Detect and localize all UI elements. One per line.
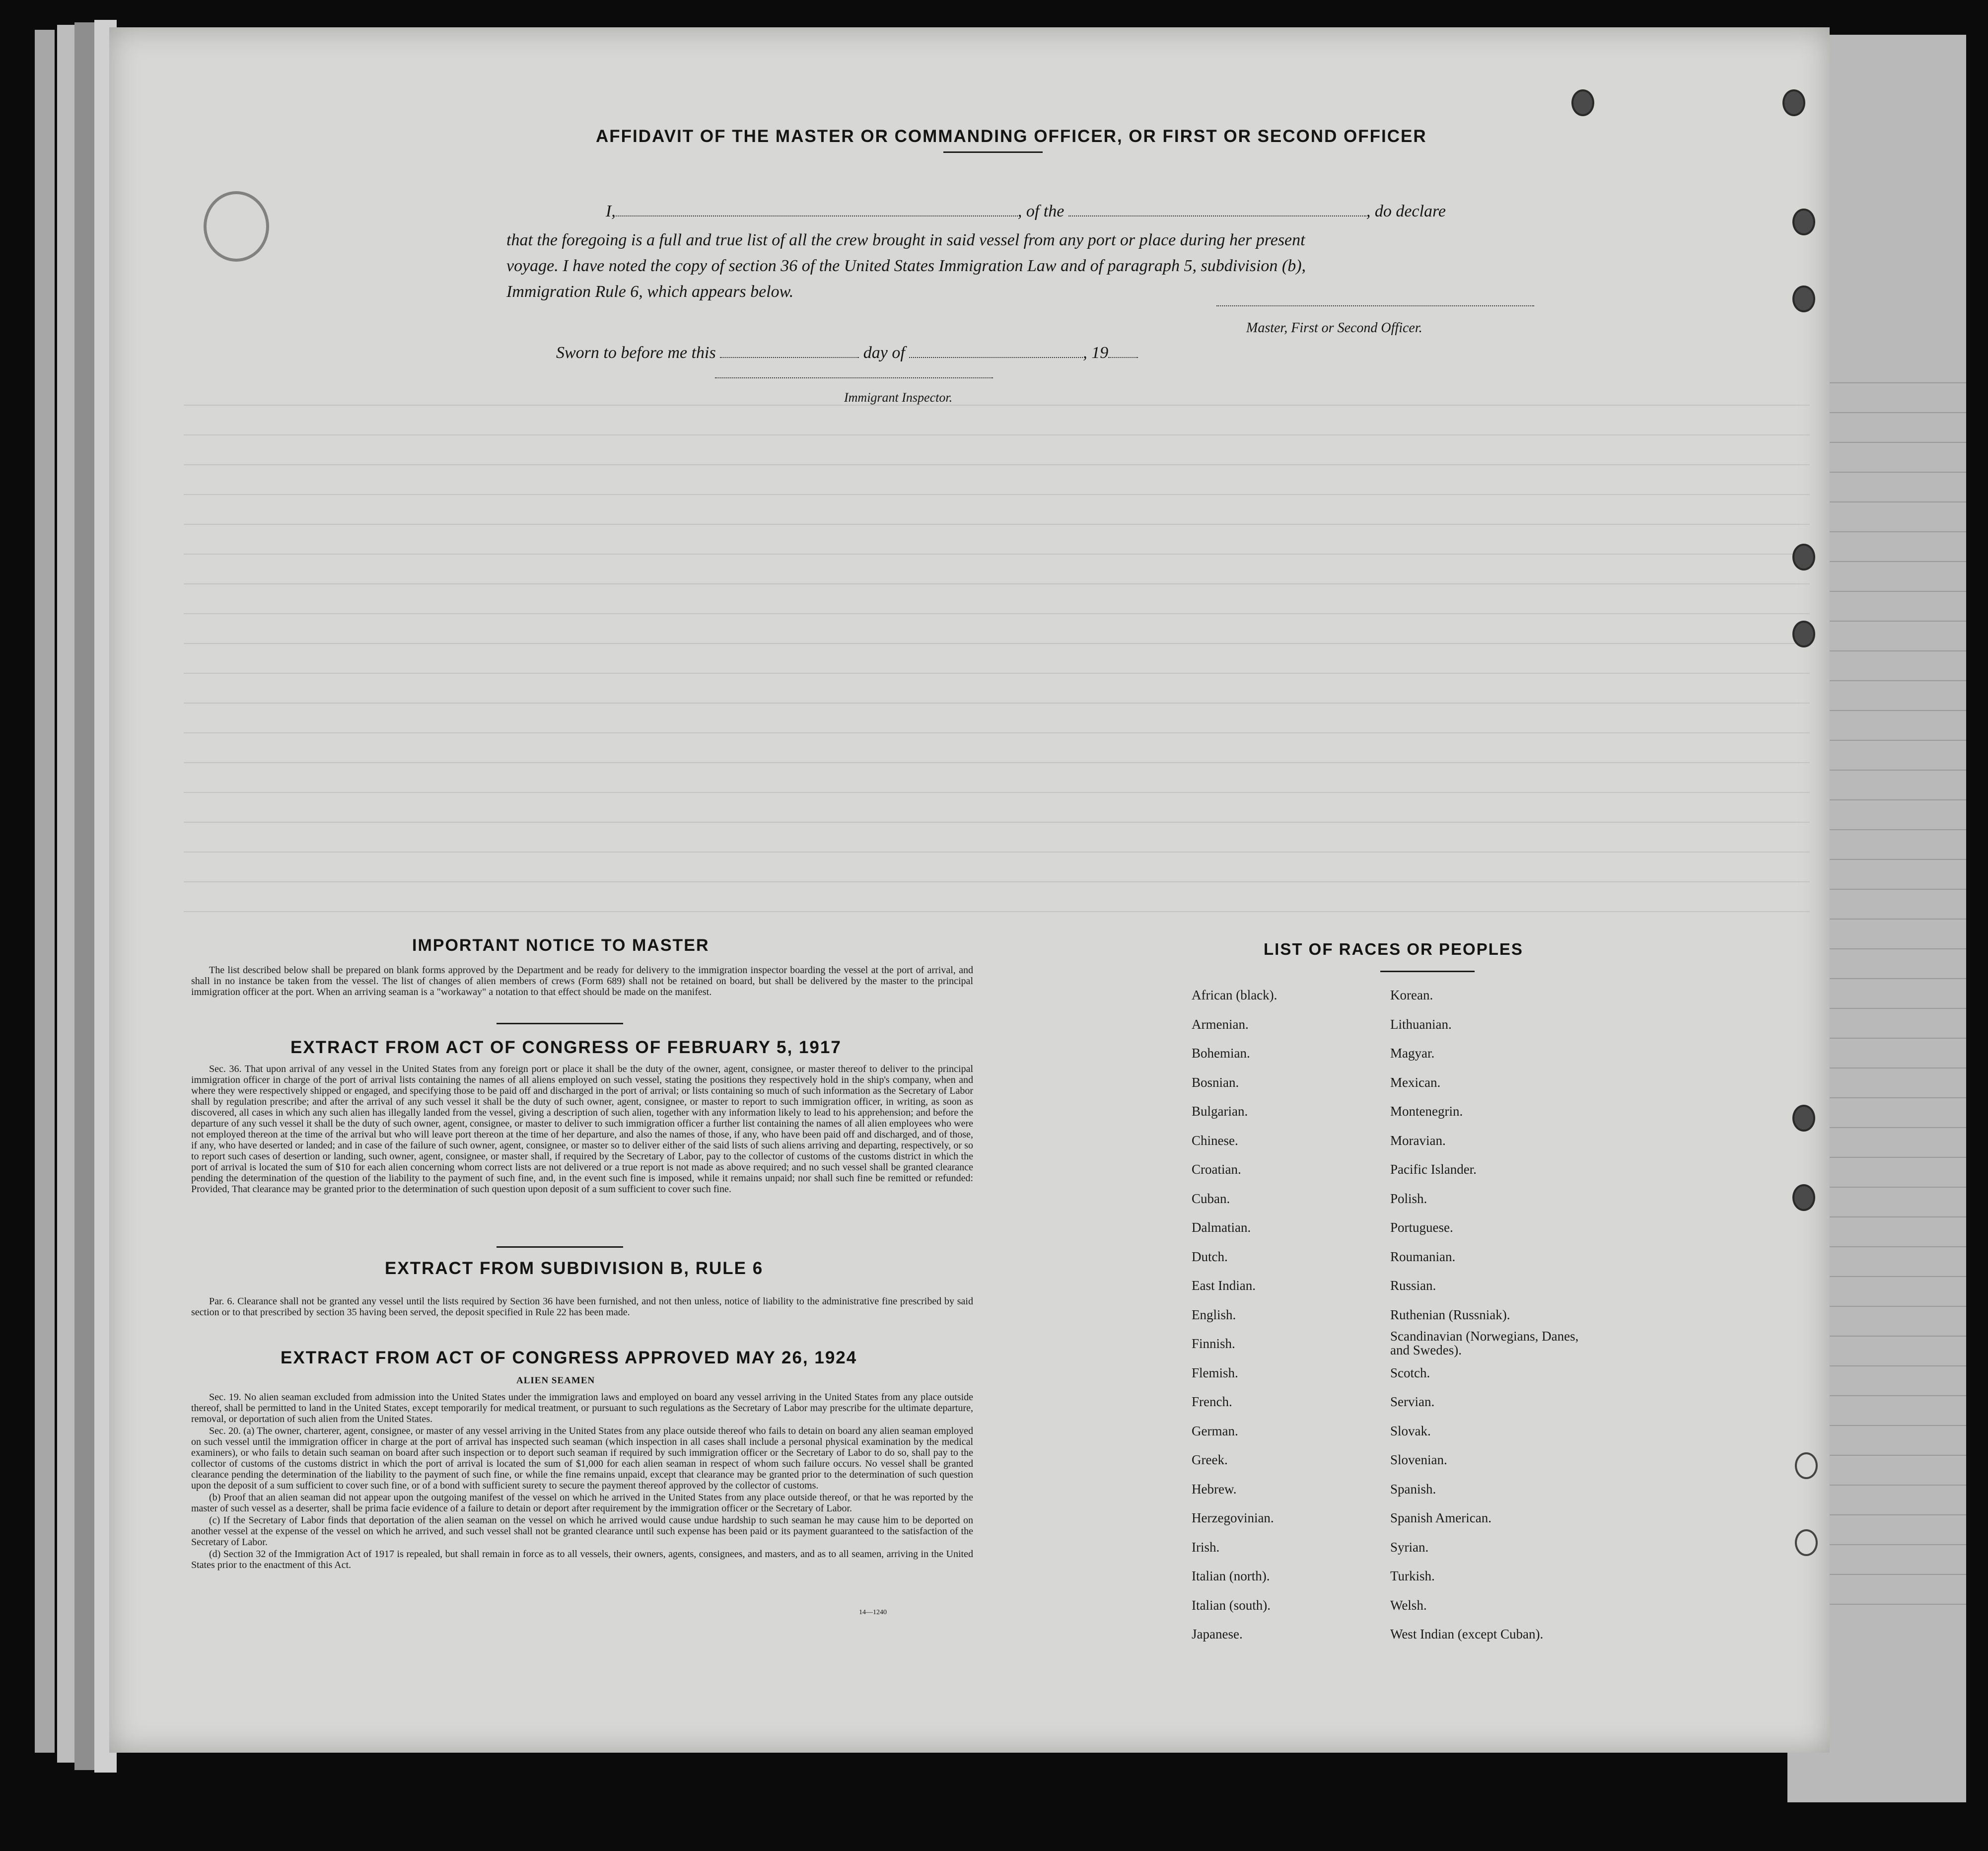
- race-item: Montenegrin.: [1390, 1104, 1463, 1119]
- sworn-line: [556, 340, 1138, 366]
- sworn-day-field[interactable]: [720, 357, 859, 358]
- declaration-line-3: voyage. I have noted the copy of section 36 of the United States Immigration Law and of paragraph 5, subdivision (b),: [506, 257, 1306, 275]
- page-edge: [74, 22, 94, 1770]
- race-item: Dutch.: [1192, 1249, 1228, 1264]
- page-edge: [57, 25, 74, 1763]
- notice-text: [191, 965, 973, 998]
- extract-1924-paragraph: (c) If the Secretary of Labor finds that deportation of the alien seaman on the vessel on which he arrived would cause undue hardship to such seaman he may cause him to be deported on another vessel at the expense of the vessel on which he arrived, and such vessel shall not be granted clearance until such expense has been paid or its payment guaranteed to the satisfaction of the Secretary of Labor.: [191, 1515, 973, 1548]
- divider: [497, 1023, 623, 1024]
- declaration-of: , of the: [1017, 202, 1065, 220]
- extract-rule6-title: EXTRACT FROM SUBDIVISION B, RULE 6: [385, 1259, 764, 1278]
- races-list-right: [1390, 981, 1599, 1649]
- extract-rule6-paragraph: Par. 6. Clearance shall not be granted any vessel until the lists required by Section 36 have been furnished, and not then unless, notice of liability to the administrative fine prescribed by said section or to that prescribed by section 35 having been served, the deposit specified in Rule 22 has been made.: [191, 1296, 973, 1318]
- race-item: East Indian.: [1192, 1278, 1256, 1293]
- declaration-declare: , do declare: [1366, 202, 1446, 220]
- race-item: Spanish American.: [1390, 1510, 1491, 1525]
- race-item: Ruthenian (Russniak).: [1390, 1307, 1510, 1322]
- race-item: Syrian.: [1390, 1539, 1429, 1555]
- sworn-year-label: , 19: [1083, 344, 1109, 362]
- extract-1917-title: EXTRACT FROM ACT OF CONGRESS OF FEBRUARY 5, 1917: [290, 1038, 842, 1057]
- race-item: Magyar.: [1390, 1046, 1435, 1061]
- race-item: Bosnian.: [1192, 1074, 1239, 1090]
- race-item: Lithuanian.: [1390, 1016, 1452, 1032]
- binder-hole: [1792, 1105, 1815, 1132]
- inspector-label: Immigrant Inspector.: [844, 390, 953, 405]
- declaration-line: [606, 199, 1599, 224]
- race-item: Servian.: [1390, 1394, 1435, 1409]
- race-item: Scotch.: [1390, 1365, 1430, 1380]
- race-item: Bohemian.: [1192, 1046, 1250, 1061]
- race-item: African (black).: [1192, 988, 1278, 1002]
- sworn-month-field[interactable]: [909, 357, 1083, 358]
- extract-1917-paragraph: Sec. 36. That upon arrival of any vessel in the United States from any foreign port or place it shall be the duty of the owner, agent, consignee, or master thereof to deliver to the principal immigration officer in charge of the port of arrival lists containing the names of all aliens employed on such vessel, stating the positions they respectively hold in the ship's company, when and where they were respectively shipped or engaged, and specifying those to be paid off and discharged in the port of arrival; or lists containing so much of such information as the Secretary of Labor shall by regulation prescribe; and after the arrival of any such vessel it shall be the duty of such owner, agent, consignee, or master to report to such immigration officer, in writing, as soon as discovered, all cases in which any such alien has illegally landed from the vessel, giving a description of such alien, together with any information likely to lead to his apprehension; and before the departure of any such vessel it shall be the duty of such owner, agent, consignee, or master to deliver to such immigration officer a further list containing the names of all alien employees who were not employed thereon at the time of the arrival but who will leave port thereon at the time of her departure, and also the names of those, if any, who have been paid off and discharged, and of those, if any, who have deserted or landed; and in case of the failure of such owner, agent, consignee, or master so to deliver either of the said lists of such aliens arriving and departing, respectively, or so to report such cases of desertion or landing, such owner, agent, consignee, or master shall, if required by the Secretary of Labor, pay to the collector of customs of the customs district in which the port of arrival is located the sum of $10 for each alien concerning whom correct lists are not delivered or a true report is not made as above required; and no such vessel shall be granted clearance pending the determination of the question of the liability to the payment of such fine, and, in the event such fine is imposed, while it remains unpaid; nor shall such fine be remitted or refunded: Provided, That clearance may be granted prior to the determination of such question upon deposit of a sum sufficient to cover such fine.: [191, 1064, 973, 1195]
- extract-1917-text: [191, 1064, 973, 1196]
- race-item: Croatian.: [1192, 1162, 1241, 1177]
- sworn-day-label: day of: [863, 344, 905, 362]
- declaration-i: I,: [606, 202, 616, 220]
- race-item: Finnish.: [1192, 1336, 1235, 1351]
- divider: [1380, 971, 1475, 972]
- manifest-page: [109, 27, 1830, 1753]
- extract-1924-paragraph: Sec. 19. No alien seaman excluded from admission into the United States under the immigration laws and employed on board any vessel arriving in the United States from any place outside thereof, shall be permitted to land in the United States, except temporarily for medical treatment, or pursuant to such regulations as the Secretary of Labor may prescribe for the ultimate departure, removal, or deportation of such alien from the United States.: [191, 1392, 973, 1424]
- race-item: Bulgarian.: [1192, 1104, 1248, 1119]
- race-item: Polish.: [1390, 1191, 1427, 1206]
- binder-hole: [1571, 89, 1594, 116]
- race-item: Spanish.: [1390, 1481, 1436, 1496]
- extract-rule6-text: [191, 1296, 973, 1319]
- race-item: Armenian.: [1192, 1016, 1249, 1032]
- extract-1924-paragraph: (d) Section 32 of the Immigration Act of 1917 is repealed, but shall remain in force as to all vessels, their owners, agents, consignees, and masters, and as to all seamen, arriving in the United States prior to the enactment of this Act.: [191, 1549, 973, 1570]
- stamp-mark: [204, 191, 269, 262]
- race-item: English.: [1192, 1307, 1236, 1322]
- extract-1924-title: EXTRACT FROM ACT OF CONGRESS APPROVED MAY 26, 1924: [281, 1348, 857, 1367]
- binder-hole: [1792, 285, 1815, 312]
- inspector-signature-field[interactable]: [715, 377, 993, 378]
- sworn-prefix: Sworn to before me this: [556, 344, 716, 362]
- binder-hole: [1792, 621, 1815, 647]
- race-item: French.: [1192, 1394, 1232, 1409]
- race-item: Italian (north).: [1192, 1568, 1270, 1583]
- race-item: Mexican.: [1390, 1074, 1441, 1090]
- extract-1924-text: [191, 1392, 973, 1571]
- binder-hole: [1792, 544, 1815, 570]
- race-item: Roumanian.: [1390, 1249, 1456, 1264]
- race-item: Welsh.: [1390, 1597, 1427, 1613]
- binder-hole: [1782, 89, 1805, 116]
- races-list-left: [1192, 981, 1277, 1649]
- race-item: Slovak.: [1390, 1423, 1431, 1438]
- races-title: LIST OF RACES OR PEOPLES: [1264, 940, 1523, 958]
- declaration-line-4: Immigration Rule 6, which appears below.: [506, 283, 794, 301]
- race-item: Portuguese.: [1390, 1220, 1453, 1235]
- sworn-year-field[interactable]: [1108, 357, 1138, 358]
- binder-hole: [1795, 1452, 1818, 1479]
- race-item: Chinese.: [1192, 1133, 1238, 1148]
- race-item: Scandinavian (Norwegians, Danes, and Swedes).: [1390, 1329, 1579, 1357]
- race-item: Hebrew.: [1192, 1481, 1237, 1496]
- master-signature-field[interactable]: [1216, 305, 1534, 306]
- race-item: Korean.: [1390, 988, 1433, 1002]
- extract-1924-paragraph: Sec. 20. (a) The owner, charterer, agent, consignee, or master of any vessel arriving in the United States from any place outside thereof who fails to detain on board any alien seaman employed on such vessel until the immigration officer in charge at the port of arrival has inspected such seaman (which inspection in all cases shall include a personal physical examination by the medical examiners), or who fails to detain such seaman on board after such inspection or to deport such seaman if required by such immigration officer or the Secretary of Labor to do so, shall pay to the collector of customs of the customs district in which the port of arrival is located the sum of $1,000 for each alien seaman in respect of whom such failure occurs. No vessel shall be granted clearance pending the determination of the liability to the payment of such fine, or while the fine remains unpaid, except that clearance may be granted prior to the determination of such question upon the deposit of a sum sufficient to cover such fine, or of a bond with sufficient surety to secure the payment thereof approved by the collector of customs.: [191, 1425, 973, 1491]
- race-item: Japanese.: [1192, 1627, 1243, 1641]
- race-item: Herzegovinian.: [1192, 1510, 1274, 1525]
- binder-hole: [1792, 209, 1815, 235]
- race-item: Dalmatian.: [1192, 1220, 1251, 1235]
- notice-paragraph: The list described below shall be prepared on blank forms approved by the Department and be ready for delivery to the immigration inspector boarding the vessel at the port of arrival, and shall in no instance be taken from the vessel. The list of changes of alien members of crews (Form 689) shall not be retained on board, but shall be delivered by the master to the principal immigration officer at the port. When an arriving seaman is a "workaway" a notation to that effect should be made on the manifest.: [191, 965, 973, 997]
- binder-hole: [1792, 1184, 1815, 1211]
- race-item: Moravian.: [1390, 1133, 1446, 1148]
- divider: [943, 151, 1043, 153]
- race-item: German.: [1192, 1423, 1238, 1438]
- race-item: Italian (south).: [1192, 1597, 1271, 1613]
- race-item: Slovenian.: [1390, 1452, 1447, 1467]
- declaration-line-2: that the foregoing is a full and true list of all the crew brought in said vessel from any port or place during her present: [506, 231, 1305, 249]
- extract-1924-subtitle: ALIEN SEAMEN: [516, 1375, 595, 1386]
- race-item: Turkish.: [1390, 1568, 1435, 1583]
- bleed-through-rules: [184, 405, 1810, 951]
- race-item: Russian.: [1390, 1278, 1436, 1293]
- master-signature-label: Master, First or Second Officer.: [1246, 320, 1422, 336]
- race-item: West Indian (except Cuban).: [1390, 1627, 1544, 1641]
- race-item: Pacific Islander.: [1390, 1162, 1477, 1177]
- race-item: Cuban.: [1192, 1191, 1230, 1206]
- vessel-name-field[interactable]: [1068, 215, 1366, 216]
- officer-name-field[interactable]: [616, 215, 1018, 216]
- race-item: Greek.: [1192, 1452, 1228, 1467]
- notice-title: IMPORTANT NOTICE TO MASTER: [412, 936, 710, 955]
- affidavit-title: AFFIDAVIT OF THE MASTER OR COMMANDING OFFICER, OR FIRST OR SECOND OFFICER: [596, 127, 1427, 146]
- binder-hole: [1795, 1529, 1818, 1556]
- form-number: 14—1240: [859, 1609, 887, 1616]
- race-item: Flemish.: [1192, 1365, 1238, 1380]
- divider: [497, 1246, 623, 1248]
- extract-1924-paragraph: (b) Proof that an alien seaman did not appear upon the outgoing manifest of the vessel on which he arrived in the United States from any place outside thereof, or that he was reported by the master of such vessel as a deserter, shall be prima facie evidence of a failure to detain or deport after requirement by the immigration officer or the Secretary of Labor.: [191, 1492, 973, 1514]
- race-item: Irish.: [1192, 1539, 1220, 1555]
- page-edge: [35, 30, 55, 1753]
